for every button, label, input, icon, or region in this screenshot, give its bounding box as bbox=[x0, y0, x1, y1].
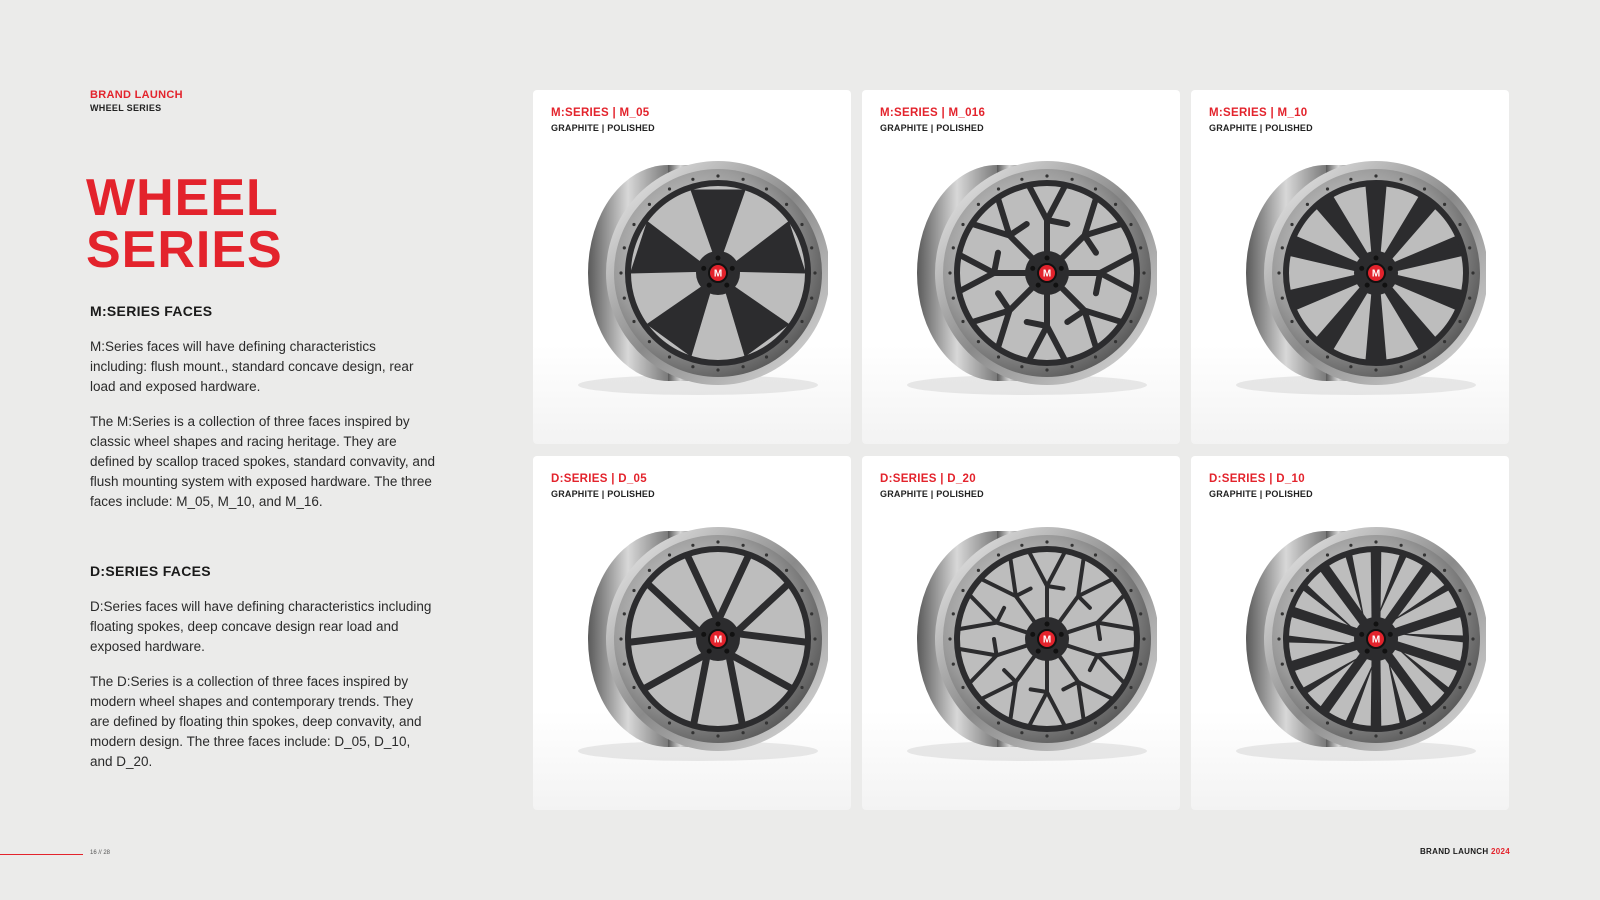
wheel-bolt bbox=[1468, 297, 1471, 300]
wheel-bolt bbox=[1281, 246, 1284, 249]
card-title: D:SERIES | D_05 bbox=[551, 473, 647, 485]
wheel-lug bbox=[1053, 283, 1058, 288]
d-series-heading: D:SERIES FACES bbox=[90, 563, 211, 579]
wheel-lug bbox=[1036, 649, 1041, 654]
wheel-lug bbox=[1059, 632, 1064, 637]
wheel-bolt bbox=[997, 721, 1000, 724]
wheel-bolt bbox=[952, 663, 955, 666]
wheel-bolt bbox=[1142, 637, 1145, 640]
wheel-card-m05 bbox=[533, 90, 851, 444]
wheel-bolt bbox=[1020, 178, 1023, 181]
wheel-bolt bbox=[1443, 706, 1446, 709]
wheel-card-m10 bbox=[1191, 90, 1509, 444]
wheel-bolt bbox=[742, 544, 745, 547]
wheel-lug bbox=[724, 649, 729, 654]
wheel-bolt bbox=[1349, 731, 1352, 734]
footer-divider bbox=[0, 854, 83, 855]
card-finish: GRAPHITE | POLISHED bbox=[880, 489, 984, 499]
m-series-paragraph-2: The M:Series is a collection of three faces inspired by classic wheel shapes and racing heritage. They are defined by scallop traced spokes, standard convavity, and flush mounting system with exposed hardware. The three faces include: M_05, M_10, and M_16. bbox=[90, 414, 435, 509]
card-title: M:SERIES | M_016 bbox=[880, 107, 986, 119]
wheel-bolt bbox=[1349, 365, 1352, 368]
wheel-bolt bbox=[1290, 686, 1293, 689]
wheel-bolt bbox=[648, 706, 651, 709]
wheel-lug bbox=[1374, 256, 1379, 261]
wheel-bolt bbox=[1458, 223, 1461, 226]
wheel-bolt bbox=[961, 686, 964, 689]
wheel-lug bbox=[730, 632, 735, 637]
wheel-bolt bbox=[1290, 589, 1293, 592]
header-kicker: BRAND LAUNCH bbox=[90, 89, 183, 101]
header-block bbox=[90, 89, 183, 115]
wheel-image bbox=[558, 145, 828, 405]
wheel-bolt bbox=[691, 365, 694, 368]
wheel-lug bbox=[716, 622, 721, 627]
wheel-grid bbox=[533, 90, 1509, 810]
wheel-bolt bbox=[948, 637, 951, 640]
wheel-lug bbox=[1365, 283, 1370, 288]
wheel-bolt bbox=[1400, 544, 1403, 547]
wheel-lug bbox=[716, 256, 721, 261]
wheel-bolt bbox=[1349, 178, 1352, 181]
wheel-bolt bbox=[1071, 365, 1074, 368]
wheel-bolt bbox=[997, 187, 1000, 190]
wheel-card-d10 bbox=[1191, 456, 1509, 810]
wheel-bolt bbox=[1374, 174, 1377, 177]
wheel-bolt bbox=[1094, 187, 1097, 190]
wheel-bolt bbox=[977, 569, 980, 572]
m-series-heading: M:SERIES FACES bbox=[90, 303, 213, 319]
center-cap-letter: M bbox=[713, 634, 723, 646]
card-finish: GRAPHITE | POLISHED bbox=[1209, 489, 1313, 499]
wheel-lug bbox=[1053, 649, 1058, 654]
wheel-lug bbox=[730, 266, 735, 271]
wheel-bolt bbox=[977, 340, 980, 343]
wheel-bolt bbox=[800, 589, 803, 592]
wheel-image bbox=[887, 511, 1157, 771]
wheel-card-d20 bbox=[862, 456, 1180, 810]
wheel-bolt bbox=[1443, 569, 1446, 572]
wheel-bolt bbox=[961, 320, 964, 323]
wheel-bolt bbox=[810, 612, 813, 615]
wheel-bolt bbox=[1045, 368, 1048, 371]
wheel-bolt bbox=[619, 271, 622, 274]
center-cap-letter: M bbox=[1371, 634, 1381, 646]
wheel-bolt bbox=[813, 271, 816, 274]
wheel-image bbox=[558, 511, 828, 771]
wheel-bolt bbox=[1114, 706, 1117, 709]
center-cap-letter: M bbox=[1042, 268, 1052, 280]
wheel-bolt bbox=[952, 297, 955, 300]
wheel-bolt bbox=[961, 589, 964, 592]
wheel-bolt bbox=[632, 686, 635, 689]
wheel-lug bbox=[1388, 266, 1393, 271]
wheel-lug bbox=[1365, 649, 1370, 654]
wheel-bolt bbox=[997, 553, 1000, 556]
wheel-bolt bbox=[1306, 203, 1309, 206]
wheel-bolt bbox=[1114, 340, 1117, 343]
wheel-bolt bbox=[952, 612, 955, 615]
wheel-bolt bbox=[765, 187, 768, 190]
wheel-bolt bbox=[1071, 731, 1074, 734]
card-title: D:SERIES | D_10 bbox=[1209, 473, 1305, 485]
wheel-bolt bbox=[1020, 544, 1023, 547]
d-series-section bbox=[90, 563, 435, 787]
wheel-bolt bbox=[810, 663, 813, 666]
wheel-bolt bbox=[1281, 297, 1284, 300]
wheel-bolt bbox=[785, 203, 788, 206]
wheel-bolt bbox=[691, 544, 694, 547]
wheel-bolt bbox=[800, 686, 803, 689]
center-cap-letter: M bbox=[713, 268, 723, 280]
wheel-bolt bbox=[623, 246, 626, 249]
wheel-bolt bbox=[1290, 320, 1293, 323]
wheel-bolt bbox=[1349, 544, 1352, 547]
wheel-bolt bbox=[800, 223, 803, 226]
page-title-line2: SERIES bbox=[86, 221, 283, 279]
footer-year: 2024 bbox=[1491, 847, 1510, 856]
wheel-bolt bbox=[1326, 553, 1329, 556]
wheel-bolt bbox=[1020, 731, 1023, 734]
wheel-image bbox=[1216, 511, 1486, 771]
card-finish: GRAPHITE | POLISHED bbox=[880, 123, 984, 133]
wheel-bolt bbox=[716, 174, 719, 177]
wheel-lug bbox=[1030, 632, 1035, 637]
wheel-bolt bbox=[668, 553, 671, 556]
wheel-bolt bbox=[1471, 637, 1474, 640]
wheel-bolt bbox=[742, 365, 745, 368]
wheel-lug bbox=[1036, 283, 1041, 288]
wheel-bolt bbox=[810, 246, 813, 249]
wheel-bolt bbox=[716, 734, 719, 737]
wheel-lug bbox=[1382, 649, 1387, 654]
wheel-bolt bbox=[623, 612, 626, 615]
wheel-card-m016 bbox=[862, 90, 1180, 444]
wheel-bolt bbox=[1045, 174, 1048, 177]
wheel-bolt bbox=[1281, 663, 1284, 666]
card-finish: GRAPHITE | POLISHED bbox=[551, 123, 655, 133]
wheel-bolt bbox=[1094, 355, 1097, 358]
wheel-bolt bbox=[716, 540, 719, 543]
wheel-bolt bbox=[1423, 721, 1426, 724]
wheel-bolt bbox=[1142, 271, 1145, 274]
m-series-paragraph-1: M:Series faces will have defining characteristics including: flush mount., standard concave design, rear load and exposed hardware. bbox=[90, 339, 414, 394]
wheel-bolt bbox=[1114, 203, 1117, 206]
wheel-bolt bbox=[1374, 540, 1377, 543]
wheel-bolt bbox=[1423, 355, 1426, 358]
wheel-bolt bbox=[1326, 355, 1329, 358]
wheel-bolt bbox=[1281, 612, 1284, 615]
wheel-bolt bbox=[1468, 612, 1471, 615]
wheel-bolt bbox=[632, 320, 635, 323]
wheel-bolt bbox=[1277, 637, 1280, 640]
wheel-bolt bbox=[632, 589, 635, 592]
wheel-bolt bbox=[742, 178, 745, 181]
wheel-bolt bbox=[1139, 246, 1142, 249]
wheel-bolt bbox=[648, 203, 651, 206]
wheel-lug bbox=[707, 649, 712, 654]
wheel-bolt bbox=[1458, 589, 1461, 592]
wheel-bolt bbox=[785, 706, 788, 709]
wheel-bolt bbox=[785, 569, 788, 572]
wheel-bolt bbox=[977, 203, 980, 206]
wheel-bolt bbox=[1374, 368, 1377, 371]
wheel-bolt bbox=[668, 355, 671, 358]
wheel-lug bbox=[1382, 283, 1387, 288]
wheel-bolt bbox=[997, 355, 1000, 358]
wheel-bolt bbox=[1129, 320, 1132, 323]
wheel-bolt bbox=[1045, 734, 1048, 737]
wheel-lug bbox=[1045, 256, 1050, 261]
wheel-bolt bbox=[1139, 612, 1142, 615]
wheel-bolt bbox=[810, 297, 813, 300]
wheel-card-d05 bbox=[533, 456, 851, 810]
page-title-line1: WHEEL bbox=[86, 169, 279, 227]
wheel-bolt bbox=[1071, 178, 1074, 181]
card-title: D:SERIES | D_20 bbox=[880, 473, 976, 485]
wheel-image bbox=[887, 145, 1157, 405]
wheel-bolt bbox=[1423, 187, 1426, 190]
wheel-bolt bbox=[1443, 340, 1446, 343]
wheel-bolt bbox=[632, 223, 635, 226]
card-title: M:SERIES | M_05 bbox=[551, 107, 650, 119]
wheel-bolt bbox=[1400, 731, 1403, 734]
wheel-lug bbox=[1045, 622, 1050, 627]
wheel-bolt bbox=[1458, 320, 1461, 323]
wheel-bolt bbox=[765, 355, 768, 358]
wheel-bolt bbox=[1129, 589, 1132, 592]
wheel-bolt bbox=[1306, 340, 1309, 343]
wheel-lug bbox=[1359, 632, 1364, 637]
header-subtitle: WHEEL SERIES bbox=[90, 103, 162, 113]
wheel-bolt bbox=[785, 340, 788, 343]
wheel-lug bbox=[1030, 266, 1035, 271]
wheel-bolt bbox=[765, 721, 768, 724]
wheel-bolt bbox=[800, 320, 803, 323]
wheel-bolt bbox=[668, 187, 671, 190]
wheel-bolt bbox=[1277, 271, 1280, 274]
wheel-bolt bbox=[1468, 246, 1471, 249]
wheel-bolt bbox=[813, 637, 816, 640]
center-cap-letter: M bbox=[1371, 268, 1381, 280]
footer-brand-label: BRAND LAUNCH bbox=[1419, 847, 1489, 856]
wheel-bolt bbox=[1129, 223, 1132, 226]
wheel-lug bbox=[724, 283, 729, 288]
wheel-bolt bbox=[619, 637, 622, 640]
card-title: M:SERIES | M_10 bbox=[1209, 107, 1308, 119]
wheel-bolt bbox=[952, 246, 955, 249]
wheel-bolt bbox=[716, 368, 719, 371]
card-finish: GRAPHITE | POLISHED bbox=[551, 489, 655, 499]
d-series-paragraph-1: D:Series faces will have defining characteristics including floating spokes, deep concave design rear load and exposed hardware. bbox=[90, 599, 432, 654]
wheel-bolt bbox=[1094, 553, 1097, 556]
wheel-bolt bbox=[1290, 223, 1293, 226]
wheel-bolt bbox=[668, 721, 671, 724]
wheel-lug bbox=[1388, 632, 1393, 637]
center-cap-letter: M bbox=[1042, 634, 1052, 646]
wheel-bolt bbox=[1468, 663, 1471, 666]
wheel-bolt bbox=[1326, 187, 1329, 190]
wheel-bolt bbox=[742, 731, 745, 734]
wheel-lug bbox=[707, 283, 712, 288]
wheel-bolt bbox=[948, 271, 951, 274]
wheel-bolt bbox=[1045, 540, 1048, 543]
wheel-bolt bbox=[623, 663, 626, 666]
wheel-bolt bbox=[1374, 734, 1377, 737]
wheel-bolt bbox=[1139, 297, 1142, 300]
wheel-bolt bbox=[1306, 569, 1309, 572]
wheel-bolt bbox=[691, 731, 694, 734]
page-number: 16 // 28 bbox=[90, 850, 111, 856]
wheel-bolt bbox=[623, 297, 626, 300]
wheel-bolt bbox=[1071, 544, 1074, 547]
d-series-paragraph-2: The D:Series is a collection of three faces inspired by modern wheel shapes and contemporary trends. They are defined by floating thin spokes, deep convavity, and modern design. The three faces include: D_05, D_10, and D_20. bbox=[90, 674, 422, 769]
wheel-bolt bbox=[1139, 663, 1142, 666]
footer-brand bbox=[1420, 847, 1510, 856]
wheel-lug bbox=[1359, 266, 1364, 271]
wheel-image bbox=[1216, 145, 1486, 405]
wheel-bolt bbox=[1423, 553, 1426, 556]
wheel-bolt bbox=[648, 569, 651, 572]
wheel-bolt bbox=[1094, 721, 1097, 724]
m-series-section bbox=[90, 303, 435, 527]
card-finish: GRAPHITE | POLISHED bbox=[1209, 123, 1313, 133]
wheel-lug bbox=[701, 266, 706, 271]
wheel-bolt bbox=[1114, 569, 1117, 572]
wheel-bolt bbox=[1306, 706, 1309, 709]
page-title bbox=[86, 169, 283, 279]
wheel-bolt bbox=[1326, 721, 1329, 724]
wheel-bolt bbox=[1129, 686, 1132, 689]
wheel-bolt bbox=[961, 223, 964, 226]
wheel-bolt bbox=[1458, 686, 1461, 689]
wheel-bolt bbox=[1020, 365, 1023, 368]
wheel-lug bbox=[701, 632, 706, 637]
wheel-bolt bbox=[1443, 203, 1446, 206]
wheel-lug bbox=[1374, 622, 1379, 627]
wheel-bolt bbox=[1471, 271, 1474, 274]
wheel-lug bbox=[1059, 266, 1064, 271]
wheel-bolt bbox=[977, 706, 980, 709]
wheel-bolt bbox=[765, 553, 768, 556]
wheel-bolt bbox=[648, 340, 651, 343]
wheel-bolt bbox=[691, 178, 694, 181]
wheel-bolt bbox=[1400, 365, 1403, 368]
wheel-bolt bbox=[1400, 178, 1403, 181]
